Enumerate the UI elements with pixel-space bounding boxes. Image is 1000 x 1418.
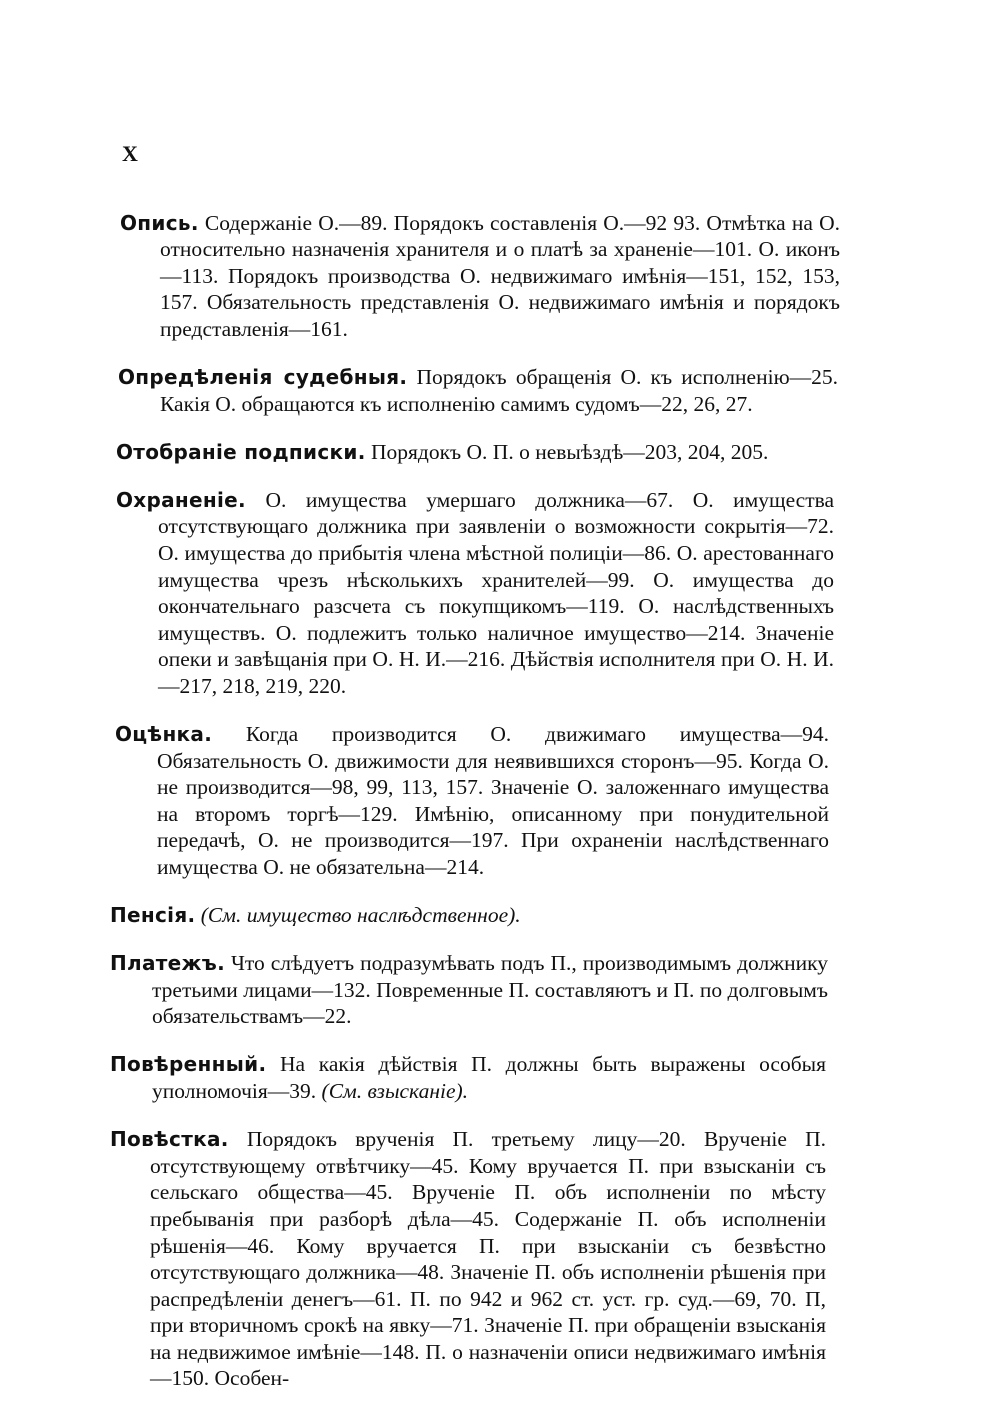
entry-text: Порядокъ обращенія О. къ исполненію—25. Какія О. обращаются къ исполненію самимъ судомъ—22, 26, 27. — [160, 364, 839, 416]
index-body — [0, 188, 1000, 1395]
entry-text: Что слѣдуетъ подразумѣвать подъ П., производимымъ должнику третьими лицами—132. Повременные П. составляютъ и П. по долговымъ обязательствамъ—22. — [152, 951, 828, 1029]
index-entry-opis — [120, 210, 840, 343]
entry-cross-reference: (См. взысканіе). — [321, 1079, 469, 1104]
entry-text: Когда производится О. движимаго имущества—94. Обязательность О. движимости для неявившихся сторонъ—95. Когда О. не производится—98, 99, 113, 157. Значеніе О. заложеннаго имущества на второмъ торгѣ—129. Имѣнію, описанному при понудительной передачѣ, О. не производится—197. При охраненіи наслѣдственнаго имущества О. не обязательна—214. — [157, 722, 829, 879]
entry-heading: Охраненіе. — [116, 487, 246, 512]
entry-heading: Платежъ. — [110, 951, 225, 976]
entry-text: О. имущества умершаго должника—67. О. имущества отсутствующаго должника при заявленіи о возможности сокрытія—72. О. имущества до прибытія члена мѣстной полиціи—86. О. арестованнаго имущества чрезъ нѣсколькихъ хранителей—99. О. имущества до окончательнаго разсчета съ покупщикомъ—119. О. наслѣдственныхъ имуществъ. О. подлежитъ только наличное имущество—214. Значеніе опеки и завѣщанія при О. Н. И.—216. Дѣйствія исполнителя при О. Н. И.—217, 218, 219, 220. — [158, 487, 834, 698]
index-entry-otobranie — [116, 439, 836, 466]
entry-text: Содержаніе О.—89. Порядокъ составленія О.—92 93. Отмѣтка на О. относительно назначенія хранителя и о платѣ за храненіе—101. О. иконъ—113. Порядокъ производства О. недвижимаго имѣнія—151, 152, 153, 157. Обязательность представленія О. недвижимаго имѣнія и порядокъ представленія—161. — [160, 210, 840, 341]
entry-heading: Пенсія. — [110, 903, 196, 928]
entry-text: На какія дѣйствія П. должны быть выражены особыя уполномочія—39. — [152, 1052, 826, 1104]
index-entry-platezh — [110, 950, 828, 1030]
entry-heading: Опредѣленія судебныя. — [118, 364, 408, 389]
index-entry-pensiya — [110, 902, 828, 929]
index-entry-okhranenie — [116, 487, 834, 700]
index-entry-otsenka — [115, 721, 829, 881]
entry-text: Порядокъ О. П. о невыѣздѣ—203, 204, 205. — [365, 439, 769, 464]
entry-heading: Отобраніе подписки. — [116, 439, 366, 464]
entry-heading: Оцѣнка. — [115, 722, 213, 746]
index-entry-opredeleniya — [118, 364, 839, 417]
entry-heading: Повѣстка. — [110, 1127, 229, 1152]
entry-text: Порядокъ врученія П. третьему лицу—20. Врученіе П. отсутствующему отвѣтчику—45. Кому вручается П. при взысканіи съ сельскаго общества—45. Врученіе П. объ исполненіи по мѣсту пребыванія при разборѣ дѣла—45. Содержаніе П. объ исполненіи рѣшенія—46. Кому вручается П. при взысканіи съ безвѣстно отсутствующаго должника—48. Значеніе П. объ исполненіи рѣшенія при распредѣленіи денегъ—61. П. по 942 и 962 ст. уст. гр. суд.—69, 70. П, при вторичномъ срокѣ на явку—71. Значеніе П. при обращеніи взысканія на недвижимое имѣніе—148. П. о назначеніи описи недвижимаго имѣнія—150. Особен- — [150, 1127, 826, 1391]
index-entry-povestka — [110, 1126, 826, 1392]
index-entry-poverenny — [110, 1051, 826, 1104]
entry-cross-reference: (См. имущество наслѣдственное). — [200, 903, 521, 928]
entry-heading: Повѣренный. — [110, 1052, 267, 1077]
page-number: X — [122, 141, 139, 166]
entry-heading: Опись. — [120, 210, 199, 235]
